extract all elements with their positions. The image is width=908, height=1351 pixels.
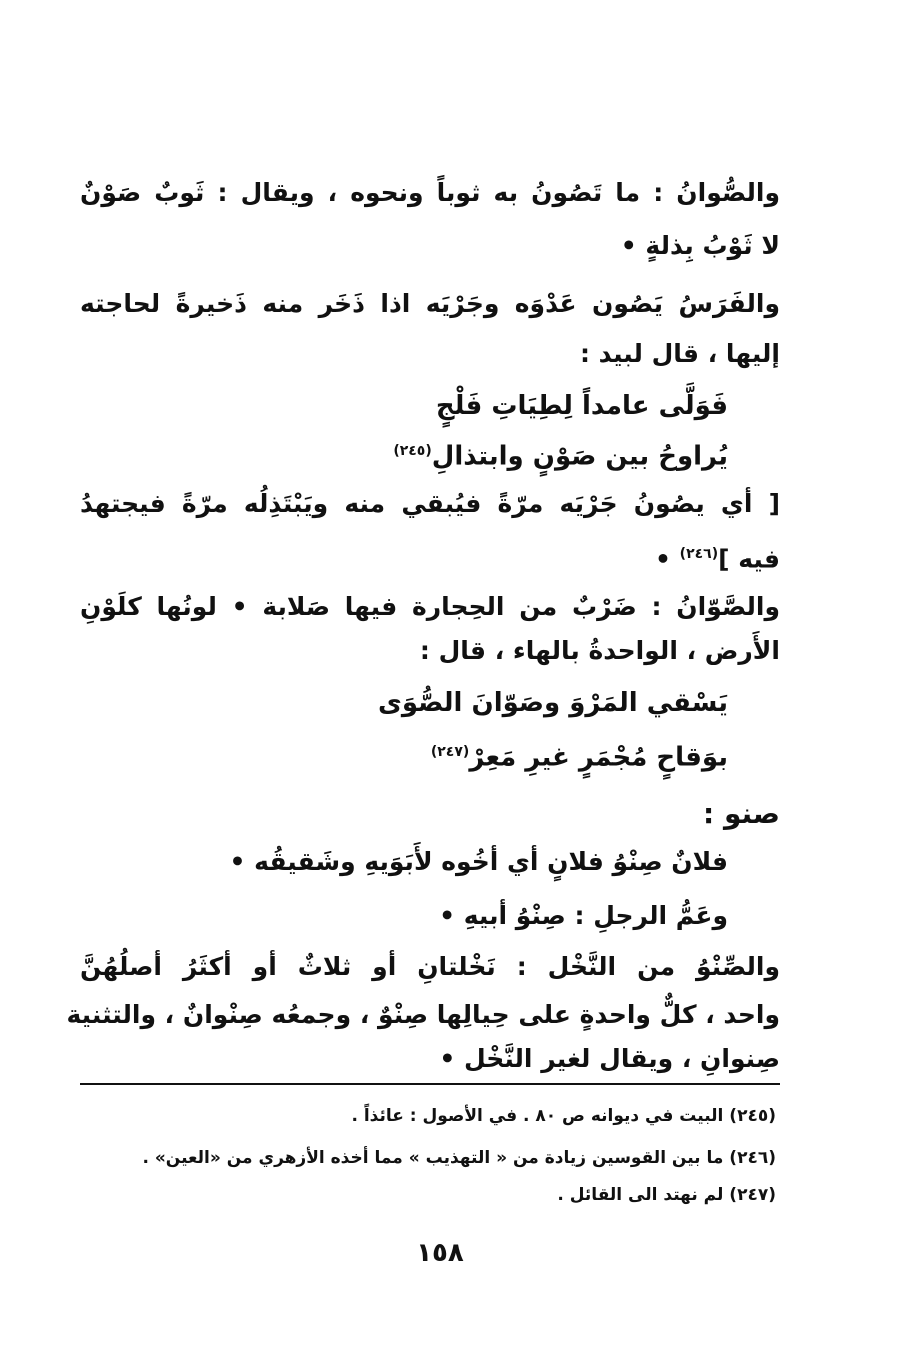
text-line-3: والفَرَسُ يَصُون عَدْوَه وجَرْيَه اذا ذَخَر منه ذَخيرةً لحاجته — [80, 289, 780, 318]
text-line-6: فيه ]$^{(٢٤٦)}$ • — [654, 544, 780, 574]
footnote-245: (٢٤٥) البيت في ديوانه ص ٨٠ . في الأصول : عائذاً . — [351, 1106, 776, 1126]
verse-line-2-text: يُراوحُ بين صَوْنٍ وابتذالِ — [431, 441, 728, 472]
footnote-246: (٢٤٦) ما بين القوسين زيادة من « التهذيب » مما أخذه الأزهري من «العين» . — [142, 1148, 776, 1168]
text-line-10: وعَمُّ الرجلِ : صِنْوُ أبيهِ • — [439, 901, 728, 930]
footnote-divider — [80, 1083, 780, 1085]
page-number: ١٥٨ — [416, 1238, 464, 1268]
text-line-8: الأَرض ، الواحدةُ بالهاء ، قال : — [419, 636, 780, 665]
entry-heading: صنو : — [703, 797, 780, 830]
text-line-9: فلانٌ صِنْوُ فلانٍ أي أخُوه لأَبَوَيهِ وشَقيقُه • — [229, 847, 728, 876]
verse-line-4 — [80, 735, 728, 775]
verse-line-1: فَوَلَّى عامداً لِطِيَاتِ فَلْجٍ — [435, 391, 728, 421]
text-line-12: واحد ، كلٌّ واحدةٍ على حِيالِها صِنْوٌ ، وجمعُه صِنْوانٌ ، والتثنية — [66, 1000, 780, 1029]
verse-line-2 — [80, 434, 728, 474]
footnote-ref-246: (٢٤٦) — [679, 546, 719, 562]
text-line-13: صِنوانِ ، ويقال لغير النَّخْل • — [439, 1044, 780, 1073]
text-line-11: والصِّنْوُ من النَّخْل : نَخْلتانِ أو ثلاثٌ أو أكثَرُ أصلُهُنَّ — [80, 952, 780, 981]
text-line-1: والصُّوانُ : ما تَصُونُ به ثوباً ونحوه ، ويقال : ثَوبٌ صَوْنٌ — [80, 178, 780, 207]
verse-line-3: يَسْقي المَرْوَ وصَوّانَ الصُّوَى — [378, 688, 728, 718]
text-line-4: إليها ، قال لبيد : — [579, 339, 780, 368]
footnote-ref-247: (٢٤٧) — [430, 744, 470, 760]
footnote-247: (٢٤٧) لم نهتد الى القائل . — [557, 1185, 776, 1205]
footnote-ref-245: (٢٤٥) — [393, 443, 432, 459]
text-line-6-text: فيه ] — [718, 544, 780, 574]
verse-line-4-text: بوَقاحٍ مُجْمَرٍ غيرِ مَعِرْ — [469, 742, 728, 773]
text-line-2: لا ثَوْبُ بِذلةٍ • — [620, 231, 780, 260]
text-line-7: والصَّوّانُ : ضَرْبٌ من الحِجارة فيها صَلابة • لونُها كلَوْنِ — [80, 592, 780, 621]
text-line-5: [ أي يصُونُ جَرْيَه مرّةً فيُبقي منه ويَبْتَذِلُه مرّةً فيجتهدُ — [80, 489, 780, 518]
